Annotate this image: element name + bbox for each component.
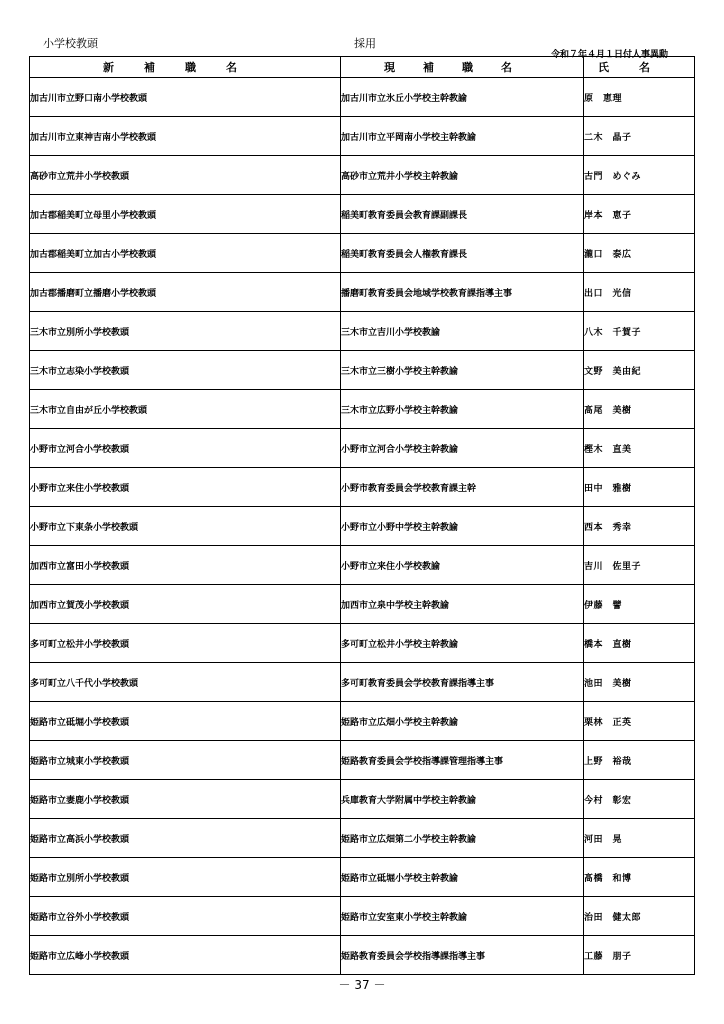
current-position-cell: 加古川市立氷丘小学校主幹教諭 — [341, 78, 584, 117]
new-position-cell: 三木市立自由が丘小学校教頭 — [30, 390, 341, 429]
table-row — [30, 156, 695, 195]
current-position-cell: 三木市立吉川小学校教諭 — [341, 312, 584, 351]
table-row — [30, 702, 695, 741]
new-position-cell: 小野市立河合小学校教頭 — [30, 429, 341, 468]
table-row — [30, 624, 695, 663]
new-position-cell: 姫路市立谷外小学校教頭 — [30, 897, 341, 936]
name-cell: 治田 健太郎 — [584, 897, 695, 936]
table-row — [30, 507, 695, 546]
current-position-cell: 姫路市立砥堀小学校主幹教諭 — [341, 858, 584, 897]
new-position-cell: 加古郡播磨町立播磨小学校教頭 — [30, 273, 341, 312]
new-position-cell: 多可町立八千代小学校教頭 — [30, 663, 341, 702]
current-position-cell: 多可町立松井小学校主幹教諭 — [341, 624, 584, 663]
current-position-cell: 小野市立小野中学校主幹教諭 — [341, 507, 584, 546]
new-position-cell: 姫路市立妻鹿小学校教頭 — [30, 780, 341, 819]
current-position-cell: 多可町教育委員会学校教育課指導主事 — [341, 663, 584, 702]
current-position-cell: 姫路教育委員会学校指導課管理指導主事 — [341, 741, 584, 780]
name-cell: 橋本 直樹 — [584, 624, 695, 663]
header-name: 氏名 — [584, 57, 695, 78]
table-row — [30, 195, 695, 234]
current-position-cell: 播磨町教育委員会地域学校教育課指導主事 — [341, 273, 584, 312]
current-position-cell: 姫路市立広畑小学校主幹教諭 — [341, 702, 584, 741]
current-position-cell: 稲美町教育委員会人権教育課長 — [341, 234, 584, 273]
personnel-table — [29, 56, 695, 975]
name-cell: 伊藤 譬 — [584, 585, 695, 624]
name-cell: 今村 彰宏 — [584, 780, 695, 819]
current-position-cell: 姫路教育委員会学校指導課指導主事 — [341, 936, 584, 975]
name-cell: 文野 美由紀 — [584, 351, 695, 390]
name-cell: 髙橋 和博 — [584, 858, 695, 897]
new-position-cell: 高砂市立荒井小学校教頭 — [30, 156, 341, 195]
effective-date: 令和７年４月１日付人事異動 — [550, 50, 668, 60]
name-cell: 原 恵理 — [584, 78, 695, 117]
table-row — [30, 546, 695, 585]
table-header-row — [30, 57, 695, 78]
new-position-cell: 加古郡稲美町立母里小学校教頭 — [30, 195, 341, 234]
new-position-cell: 三木市立別所小学校教頭 — [30, 312, 341, 351]
table-row — [30, 390, 695, 429]
new-position-cell: 加西市立富田小学校教頭 — [30, 546, 341, 585]
name-cell: 古門 めぐみ — [584, 156, 695, 195]
new-position-cell: 加古川市立野口南小学校教頭 — [30, 78, 341, 117]
name-cell: 吉川 佐里子 — [584, 546, 695, 585]
table-row — [30, 741, 695, 780]
name-cell: 瀧口 泰広 — [584, 234, 695, 273]
table-row — [30, 819, 695, 858]
current-position-cell: 三木市立三樹小学校主幹教諭 — [341, 351, 584, 390]
table-row — [30, 78, 695, 117]
table-row — [30, 936, 695, 975]
new-position-cell: 三木市立志染小学校教頭 — [30, 351, 341, 390]
current-position-cell: 高砂市立荒井小学校主幹教諭 — [341, 156, 584, 195]
current-position-cell: 加古川市立平岡南小学校主幹教諭 — [341, 117, 584, 156]
name-cell: 二木 晶子 — [584, 117, 695, 156]
current-position-cell: 三木市立広野小学校主幹教諭 — [341, 390, 584, 429]
name-cell: 田中 雅樹 — [584, 468, 695, 507]
new-position-cell: 姫路市立別所小学校教頭 — [30, 858, 341, 897]
new-position-cell: 加古川市立東神吉南小学校教頭 — [30, 117, 341, 156]
new-position-cell: 加西市立賀茂小学校教頭 — [30, 585, 341, 624]
document-category: 小学校教頭 — [43, 37, 98, 50]
name-cell: 樫木 直美 — [584, 429, 695, 468]
page-number: － 37 － — [338, 978, 386, 992]
new-position-cell: 姫路市立高浜小学校教頭 — [30, 819, 341, 858]
new-position-cell: 姫路市立城東小学校教頭 — [30, 741, 341, 780]
new-position-cell: 姫路市立砥堀小学校教頭 — [30, 702, 341, 741]
current-position-cell: 小野市教育委員会学校教育課主幹 — [341, 468, 584, 507]
table-row — [30, 780, 695, 819]
table-row — [30, 897, 695, 936]
name-cell: 八木 千賀子 — [584, 312, 695, 351]
current-position-cell: 加西市立泉中学校主幹教諭 — [341, 585, 584, 624]
table-row — [30, 234, 695, 273]
name-cell: 岸本 恵子 — [584, 195, 695, 234]
name-cell: 髙尾 美樹 — [584, 390, 695, 429]
table-row — [30, 312, 695, 351]
name-cell: 上野 裕哉 — [584, 741, 695, 780]
table-body — [30, 78, 695, 975]
name-cell: 栗林 正英 — [584, 702, 695, 741]
appointment-type: 採用 — [354, 37, 376, 50]
new-position-cell: 小野市立下東条小学校教頭 — [30, 507, 341, 546]
current-position-cell: 小野市立河合小学校主幹教諭 — [341, 429, 584, 468]
header-current-position: 現補職名 — [341, 57, 584, 78]
header-new-position: 新補職名 — [30, 57, 341, 78]
name-cell: 出口 光信 — [584, 273, 695, 312]
new-position-cell: 小野市立来住小学校教頭 — [30, 468, 341, 507]
table-row — [30, 351, 695, 390]
table-row — [30, 273, 695, 312]
new-position-cell: 加古郡稲美町立加古小学校教頭 — [30, 234, 341, 273]
new-position-cell: 多可町立松井小学校教頭 — [30, 624, 341, 663]
name-cell: 西本 秀幸 — [584, 507, 695, 546]
name-cell: 工藤 朋子 — [584, 936, 695, 975]
table-row — [30, 468, 695, 507]
current-position-cell: 稲美町教育委員会教育課副課長 — [341, 195, 584, 234]
current-position-cell: 姫路市立広畑第二小学校主幹教諭 — [341, 819, 584, 858]
table-row — [30, 117, 695, 156]
current-position-cell: 兵庫教育大学附属中学校主幹教諭 — [341, 780, 584, 819]
current-position-cell: 小野市立来住小学校教諭 — [341, 546, 584, 585]
table-row — [30, 429, 695, 468]
current-position-cell: 姫路市立安室東小学校主幹教諭 — [341, 897, 584, 936]
table-row — [30, 858, 695, 897]
table-row — [30, 585, 695, 624]
name-cell: 池田 美樹 — [584, 663, 695, 702]
table-row — [30, 663, 695, 702]
name-cell: 河田 晃 — [584, 819, 695, 858]
new-position-cell: 姫路市立広峰小学校教頭 — [30, 936, 341, 975]
